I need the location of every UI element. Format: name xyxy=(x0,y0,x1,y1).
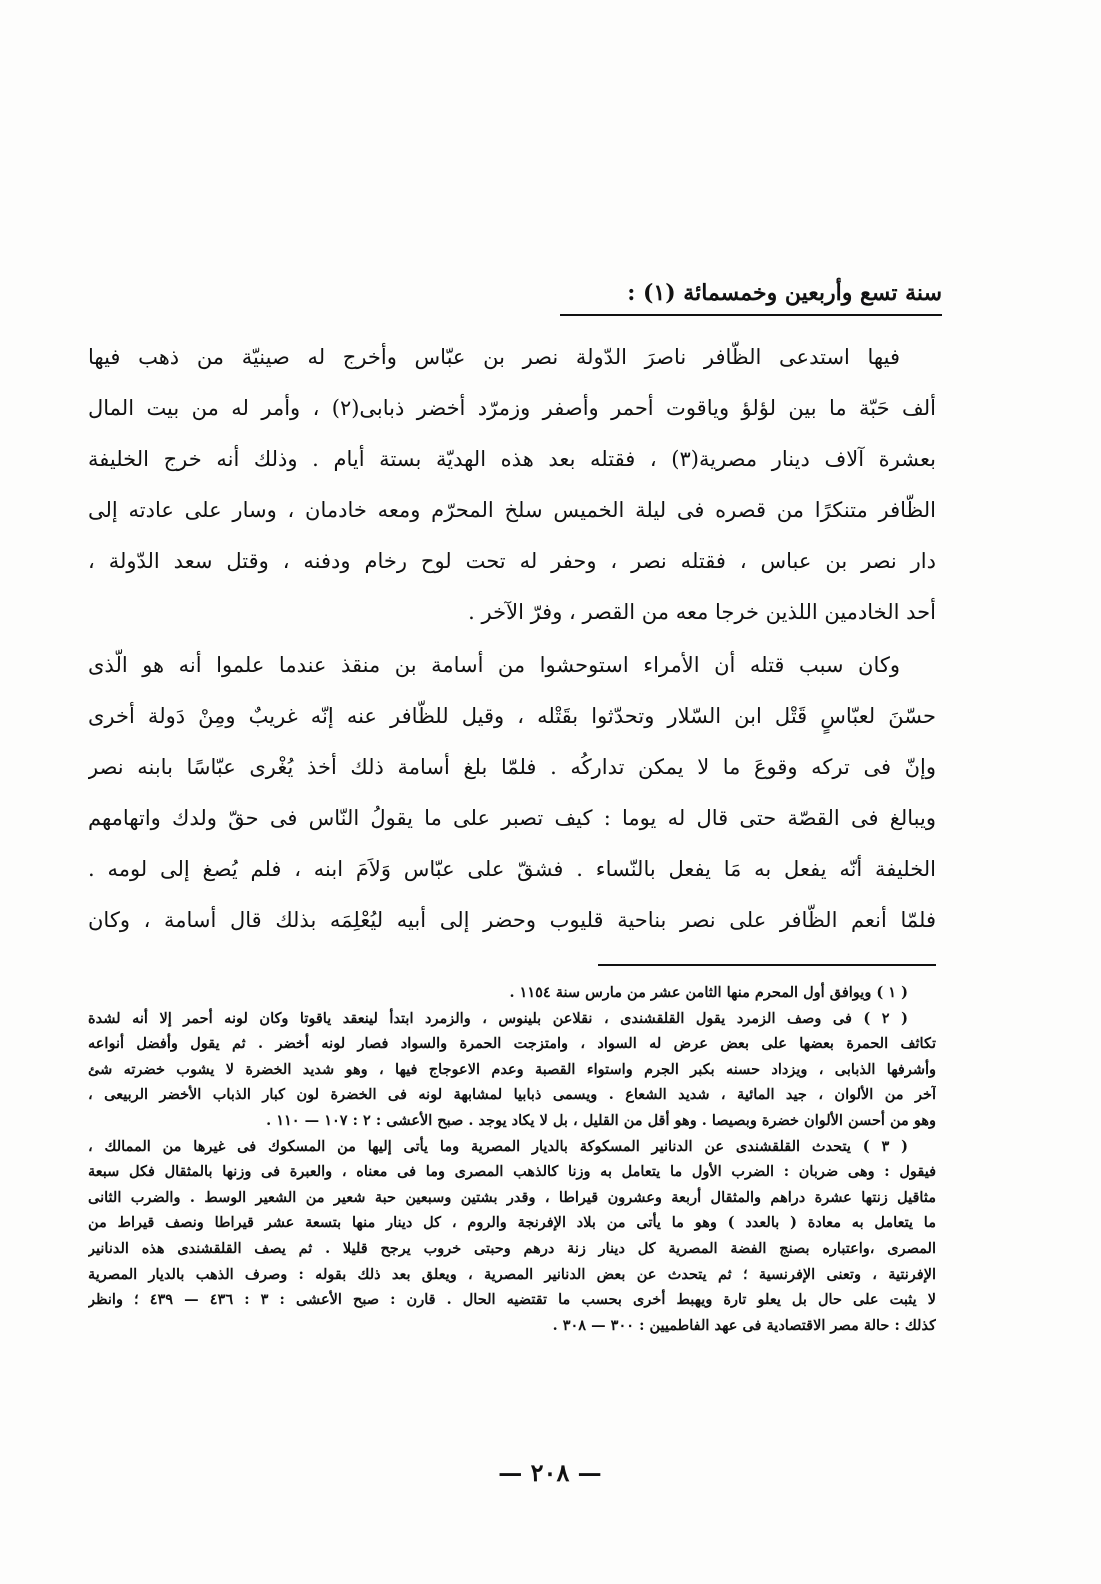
footnote-line: كذلك : حالة مصر الاقتصادية فى عهد الفاطميين : ٣٠٠ — ٣٠٨ . xyxy=(552,1316,936,1334)
footnote-line: وأشرفها الذبابى ، ويزداد حسنه بكبر الجرم واستواء القصبة وعدم الاعوجاج فيها ، وهو شديد الخضرة لا يشوب خضرته شئ xyxy=(88,1060,936,1078)
footnote-line: لا يثبت على حال بل يعلو تارة ويهبط أخرى بحسب ما تقتضيه الحال . قارن : صبح الأعشى : ٣ : ٤٣٦ — ٤٣٩ ؛ وانظر xyxy=(88,1291,936,1309)
section-heading: سنة تسع وأربعين وخمسمائة (١) : xyxy=(560,276,942,316)
footnote-line: آخر من الألوان ، جيد المائية ، شديد الشعاع . ويسمى ذبابيا لمشابهة لونه فى الخضرة لون كبار الذباب الأخضر الربيعى ، xyxy=(88,1086,936,1104)
text-line: أحد الخادمين اللذين خرجا معه من القصر ، وفرّ الآخر . xyxy=(468,600,936,624)
paragraph-first xyxy=(88,332,936,638)
text-line: بعشرة آلاف دينار مصرية(٣) ، فقتله بعد هذه الهديّة بستة أيام . وذلك أنه خرج الخليفة xyxy=(88,447,936,471)
footnote-2: ( ٢ ) فى وصف الزمرد يقول القلقشندى ، نقلاعن بلينوس ، والزمرد ابتدأ لينعقد ياقوتا وكان لونه أحمر إلا أنه لشدة xyxy=(88,1009,908,1027)
footnote-line: تكاثف الحمرة بعضها على بعض عرض له السواد ، وامتزجت الحمرة والسواد فصار لونه أخضر . ثم يقول وأفضل أنواعه xyxy=(88,1035,936,1053)
text-line: الظّافر متنكرًا من قصره فى ليلة الخميس سلخ المحرّم ومعه خادمان ، وسار على عادته إلى xyxy=(88,498,936,522)
footnote-line: المصرى ،واعتباره بصنج الفضة المصرية كل دينار زنة درهم وحبتى خروب يرجح قليلا . ثم يصف القلقشندى هذه الدنانير xyxy=(88,1239,936,1257)
footnote-line: الإفرنتية ، وتعنى الإفرنسية ؛ ثم يتحدث عن بعض الدنانير المصرية ، ويعلق بعد ذلك بقوله : وصرف الذهب بالديار المصرية xyxy=(88,1265,936,1283)
footnote-line: مثاقيل زنتها عشرة دراهم والمثقال أربعة وعشرون قيراطا ، وقدر بشتين وسبعين حبة شعير من الشعير الوسط . والضرب الثانى xyxy=(88,1188,936,1206)
footnote-3: ( ٣ ) يتحدث القلقشندى عن الدنانير المسكوكة بالديار المصرية وما يأتى إليها من المسكوك فى غيرها من الممالك ، xyxy=(88,1137,908,1155)
footnote-separator xyxy=(598,964,936,966)
footnote-1: ( ١ ) ويوافق أول المحرم منها الثامن عشر من مارس سنة ١١٥٤ . xyxy=(509,984,908,1001)
text-line: الخليفة أنّه يفعل به مَا يفعل بالنّساء . فشقّ على عبّاس وَلاَمَ ابنه ، فلم يُصغ إلى لومه . xyxy=(88,857,936,881)
text-line: فلمّا أنعم الظّافر على نصر بناحية قليوب وحضر إلى أبيه ليُعْلِمَه بذلك قال أسامة ، وكان xyxy=(88,908,936,932)
footnote-line: وهو من أحسن الألوان خضرة وبصيصا . وهو أقل من القليل ، بل لا يكاد يوجد . صبح الأعشى : ٢ : ١٠٧ — ١١٠ . xyxy=(266,1111,936,1129)
text-line: وكان سبب قتله أن الأمراء استوحشوا من أسامة بن منقذ عندما علموا أنه هو الّذى xyxy=(88,653,900,677)
text-line: وإنّ فى تركه وقوعَ ما لا يمكن تداركُه . فلمّا بلغ أسامة ذلك أخذ يُغْرى عبّاسًا بابنه نصر xyxy=(88,755,936,779)
page-number: — ٢٠٨ — xyxy=(498,1458,602,1487)
text-line: ألف حَبّة ما بين لؤلؤ وياقوت أحمر وأصفر وزمرّد أخضر ذبابى(٢) ، وأمر له من بيت المال xyxy=(88,396,936,420)
paragraph-second xyxy=(88,640,936,946)
text-line: دار نصر بن عباس ، فقتله نصر ، وحفر له تحت لوح رخام ودفنه ، وقتل سعد الدّولة ، xyxy=(88,549,936,573)
footnote-line: ما يتعامل به معادة ( بالعدد ) وهو ما يأتى من بلاد الإفرنجة والروم ، كل دينار منها بتسعة عشر قيراطا ونصف قيراط من xyxy=(88,1214,936,1232)
text-line: فيها استدعى الظّافر ناصرَ الدّولة نصر بن عبّاس وأخرج له صينيّة من ذهب فيها xyxy=(88,345,900,369)
footnote-line: فيقول : وهى ضربان : الضرب الأول ما يتعامل به وزنا كالذهب المصرى وما فى معناه ، والعبرة فى وزنها بالمثقال فكل سبعة xyxy=(88,1163,936,1181)
footnotes xyxy=(88,980,936,1338)
text-line: حسّنَ لعبّاسٍ قَتْل ابن السّلار وتحدّثوا بقَتْله ، وقيل للظّافر عنه إنّه غريبٌ ومِنْ دَولة أخرى xyxy=(88,704,936,728)
text-line: ويبالغ فى القصّة حتى قال له يوما : كيف تصبر على ما يقولُ النّاس فى حقّ ولدك واتهامهم xyxy=(88,806,936,830)
